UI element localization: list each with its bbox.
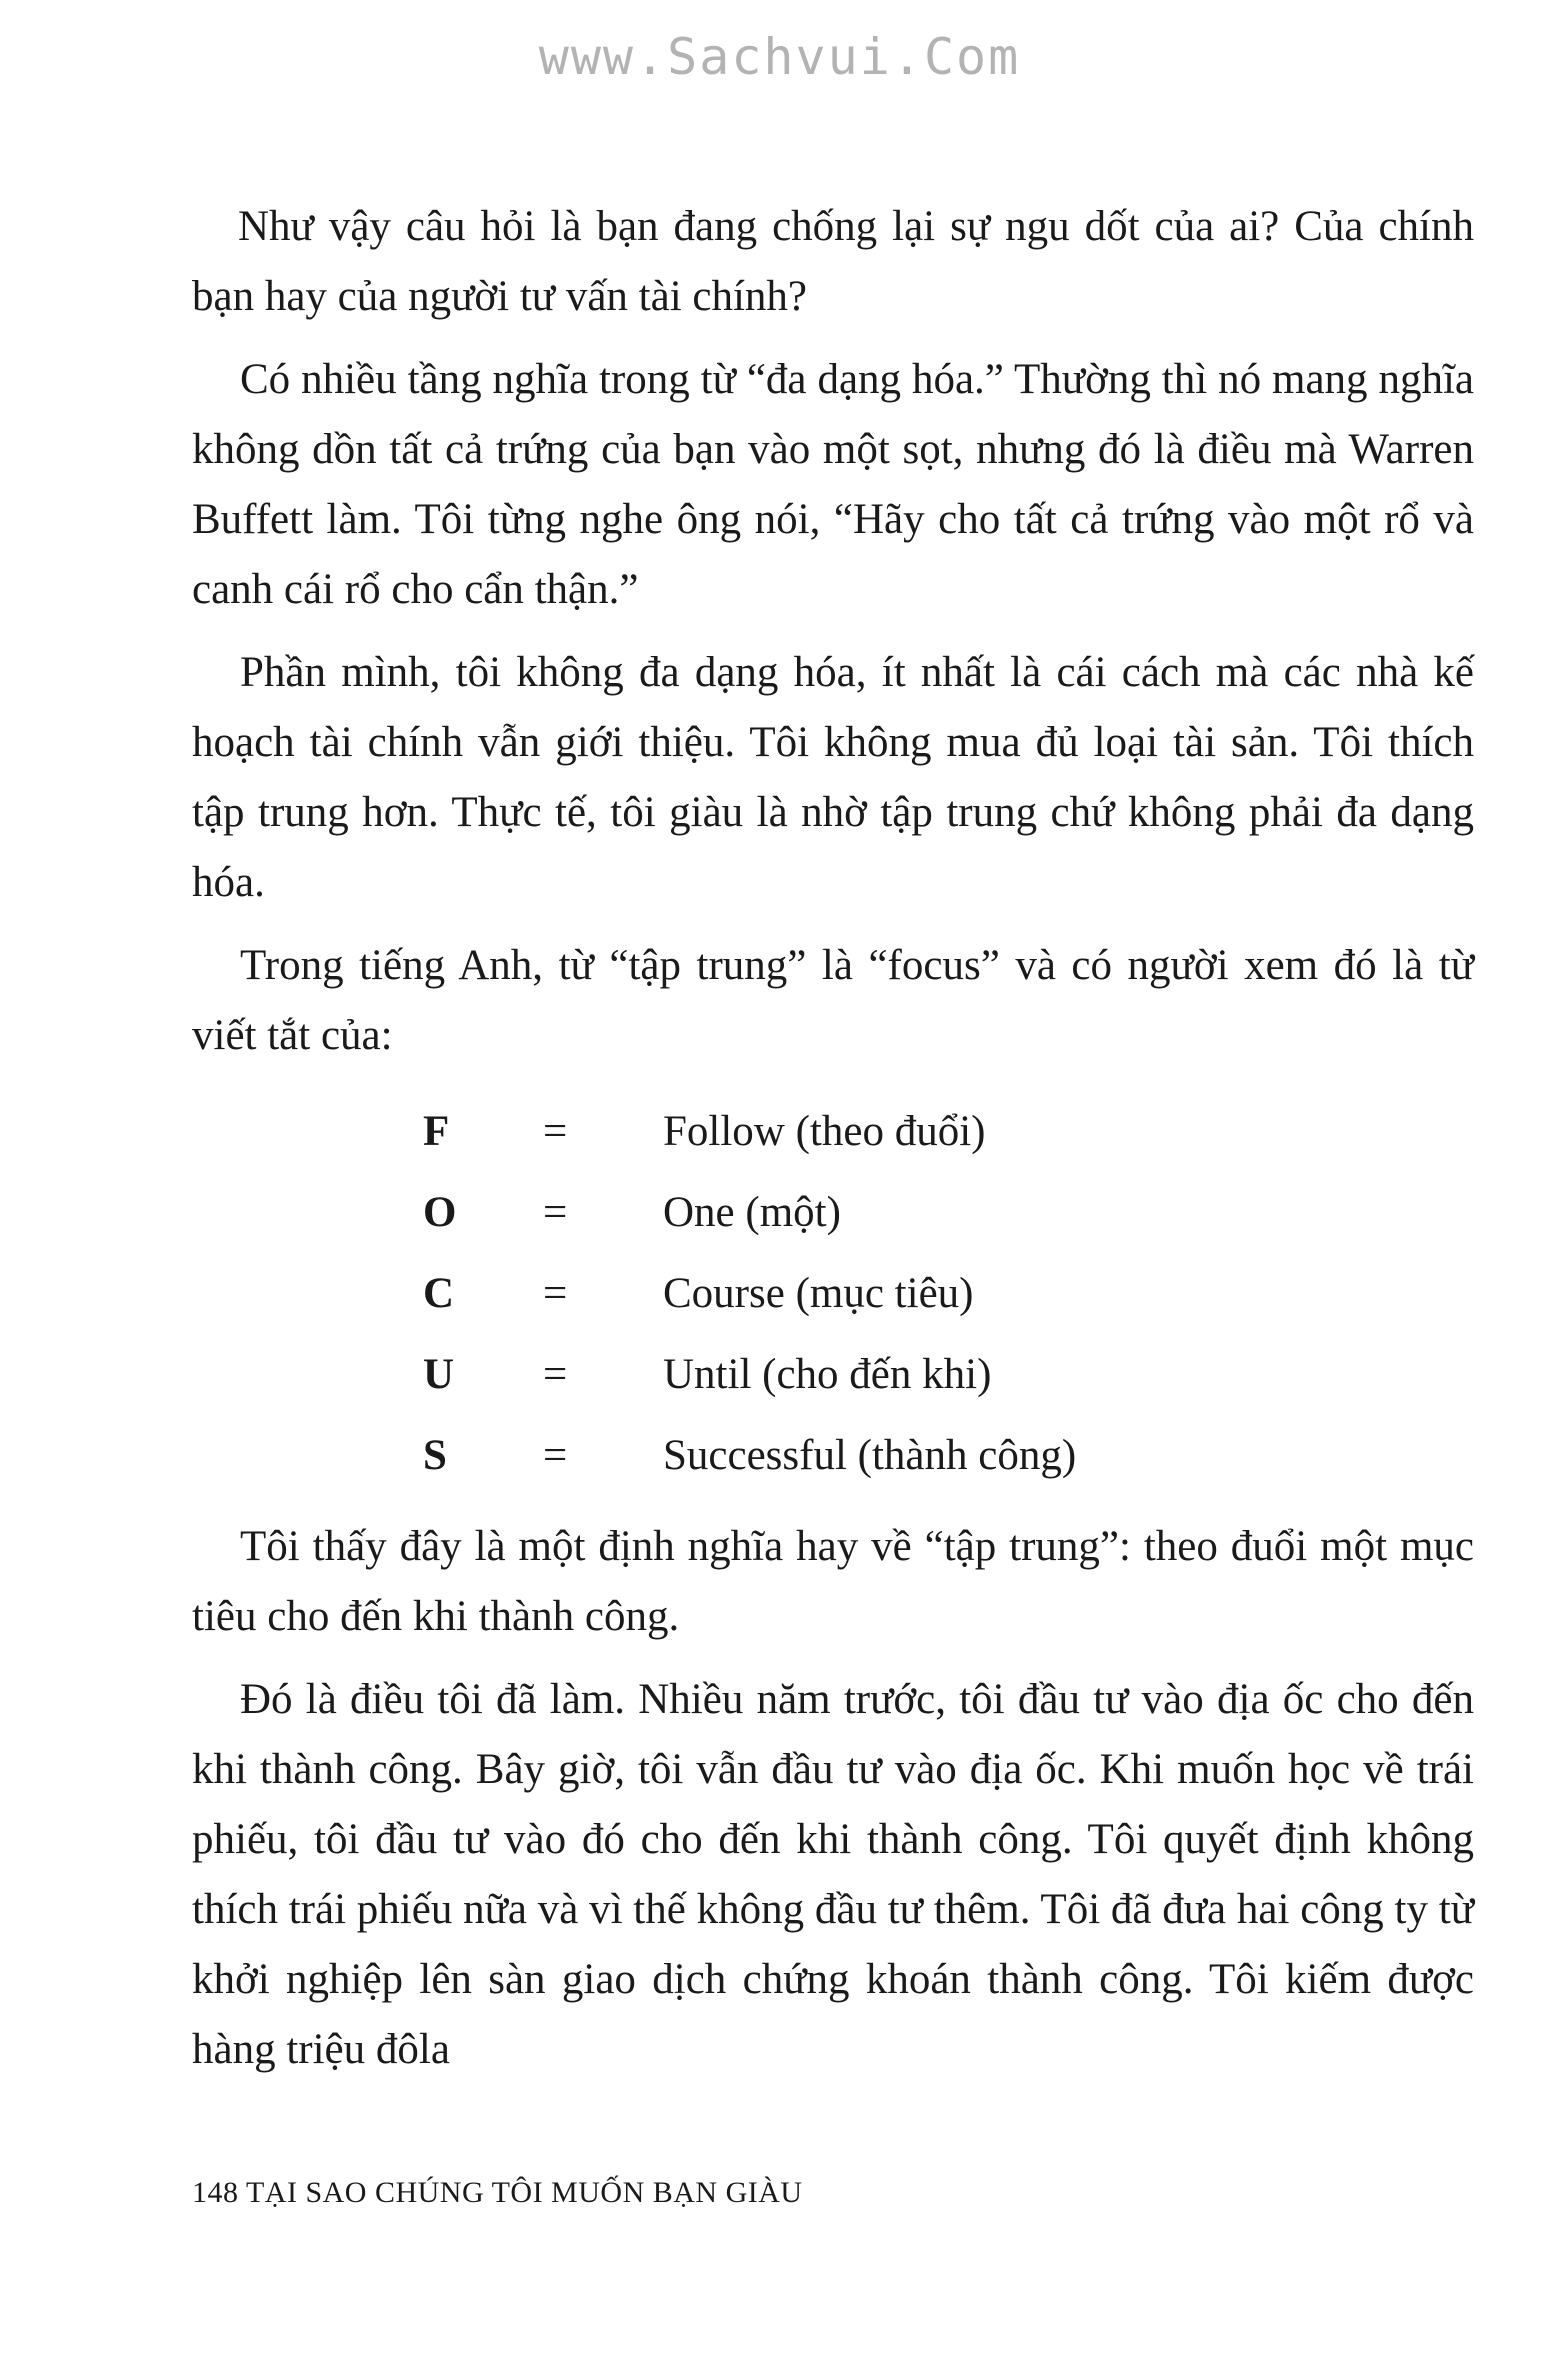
focus-meaning: One (một): [663, 1189, 841, 1236]
watermark: www.Sachvui.Com: [538, 28, 1021, 86]
focus-meaning: Course (mục tiêu): [663, 1270, 974, 1317]
focus-letter: C: [423, 1270, 455, 1317]
page-footer: 148 TẠI SAO CHÚNG TÔI MUỐN BẠN GIÀU: [192, 2176, 803, 2209]
focus-acronym-list: [192, 1091, 1474, 1496]
focus-letter: U: [423, 1351, 455, 1398]
page-body: [192, 192, 1474, 2098]
equals-sign: =: [543, 1108, 568, 1155]
paragraph: Trong tiếng Anh, từ “tập trung” là “focus” và có người xem đó là từ viết tắt của:: [192, 942, 1474, 1059]
paragraph: Đó là điều tôi đã làm. Nhiều năm trước, tôi đầu tư vào địa ốc cho đến khi thành công. Bây giờ, tôi vẫn đầu tư vào địa ốc. Khi muốn học về trái phiếu, tôi đầu tư vào đó cho đến khi thành công. Tôi quyết định không thích trái phiếu nữa và vì thế không đầu tư thêm. Tôi đã đưa hai công ty từ khởi nghiệp lên sàn giao dịch chứng khoán thành công. Tôi kiếm được hàng triệu đôla: [192, 1676, 1474, 2073]
focus-letter: F: [423, 1108, 450, 1155]
focus-row: [192, 1253, 1474, 1334]
equals-sign: =: [543, 1432, 568, 1479]
equals-sign: =: [543, 1189, 568, 1236]
equals-sign: =: [543, 1270, 568, 1317]
paragraph: Có nhiều tầng nghĩa trong từ “đa dạng hóa.” Thường thì nó mang nghĩa không dồn tất cả trứng của bạn vào một sọt, nhưng đó là điều mà Warren Buffett làm. Tôi từng nghe ông nói, “Hãy cho tất cả trứng vào một rổ và canh cái rổ cho cẩn thận.”: [192, 356, 1474, 613]
focus-row: [192, 1334, 1474, 1415]
focus-meaning: Successful (thành công): [663, 1432, 1077, 1479]
focus-row: [192, 1415, 1474, 1496]
focus-letter: S: [423, 1432, 447, 1479]
focus-letter: O: [423, 1189, 457, 1236]
focus-meaning: Follow (theo đuổi): [663, 1108, 986, 1155]
paragraph: Như vậy câu hỏi là bạn đang chống lại sự ngu dốt của ai? Của chính bạn hay của người tư vấn tài chính?: [192, 203, 1474, 320]
paragraph: Tôi thấy đây là một định nghĩa hay về “tập trung”: theo đuổi một mục tiêu cho đến khi thành công.: [192, 1523, 1474, 1640]
focus-row: [192, 1091, 1474, 1172]
paragraph: Phần mình, tôi không đa dạng hóa, ít nhất là cái cách mà các nhà kế hoạch tài chính vẫn giới thiệu. Tôi không mua đủ loại tài sản. Tôi thích tập trung hơn. Thực tế, tôi giàu là nhờ tập trung chứ không phải đa dạng hóa.: [192, 649, 1474, 906]
focus-row: [192, 1172, 1474, 1253]
focus-meaning: Until (cho đến khi): [663, 1351, 992, 1398]
equals-sign: =: [543, 1351, 568, 1398]
